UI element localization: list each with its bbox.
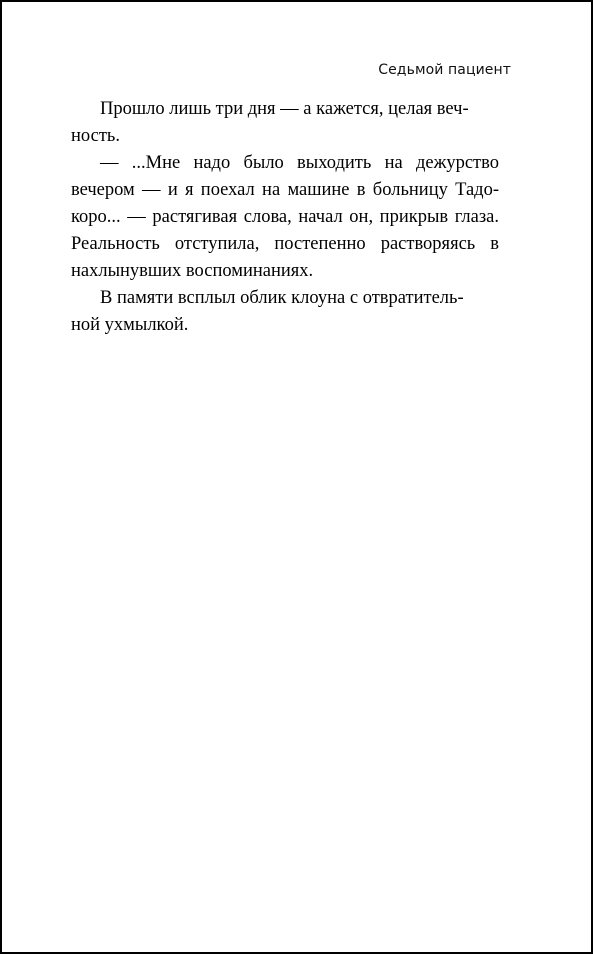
text-line: ной ухмылкой. <box>71 315 189 335</box>
paragraph <box>71 150 499 285</box>
text-line: В памяти всплыл облик клоуна с отвратитель- <box>100 288 464 308</box>
text-line: коро... — растягивая слова, начал он, прикрыв глаза. <box>71 207 499 227</box>
text-line: — ...Мне надо было выходить на дежурство <box>100 153 499 173</box>
running-head-title: Седьмой пациент <box>378 62 511 78</box>
text-line: в нахлынувших воспоминаниях. <box>71 234 500 281</box>
text-line: вечером — и я поехал на машине в больницу Тадо- <box>71 180 499 200</box>
paragraph <box>71 285 499 339</box>
paragraph <box>71 96 499 150</box>
body-text <box>71 96 499 339</box>
text-line: Прошло лишь три дня — а кажется, целая веч- <box>100 99 469 119</box>
text-line: Реальность отступила, постепенно растворяясь <box>71 234 476 254</box>
text-line: ность. <box>71 126 120 146</box>
